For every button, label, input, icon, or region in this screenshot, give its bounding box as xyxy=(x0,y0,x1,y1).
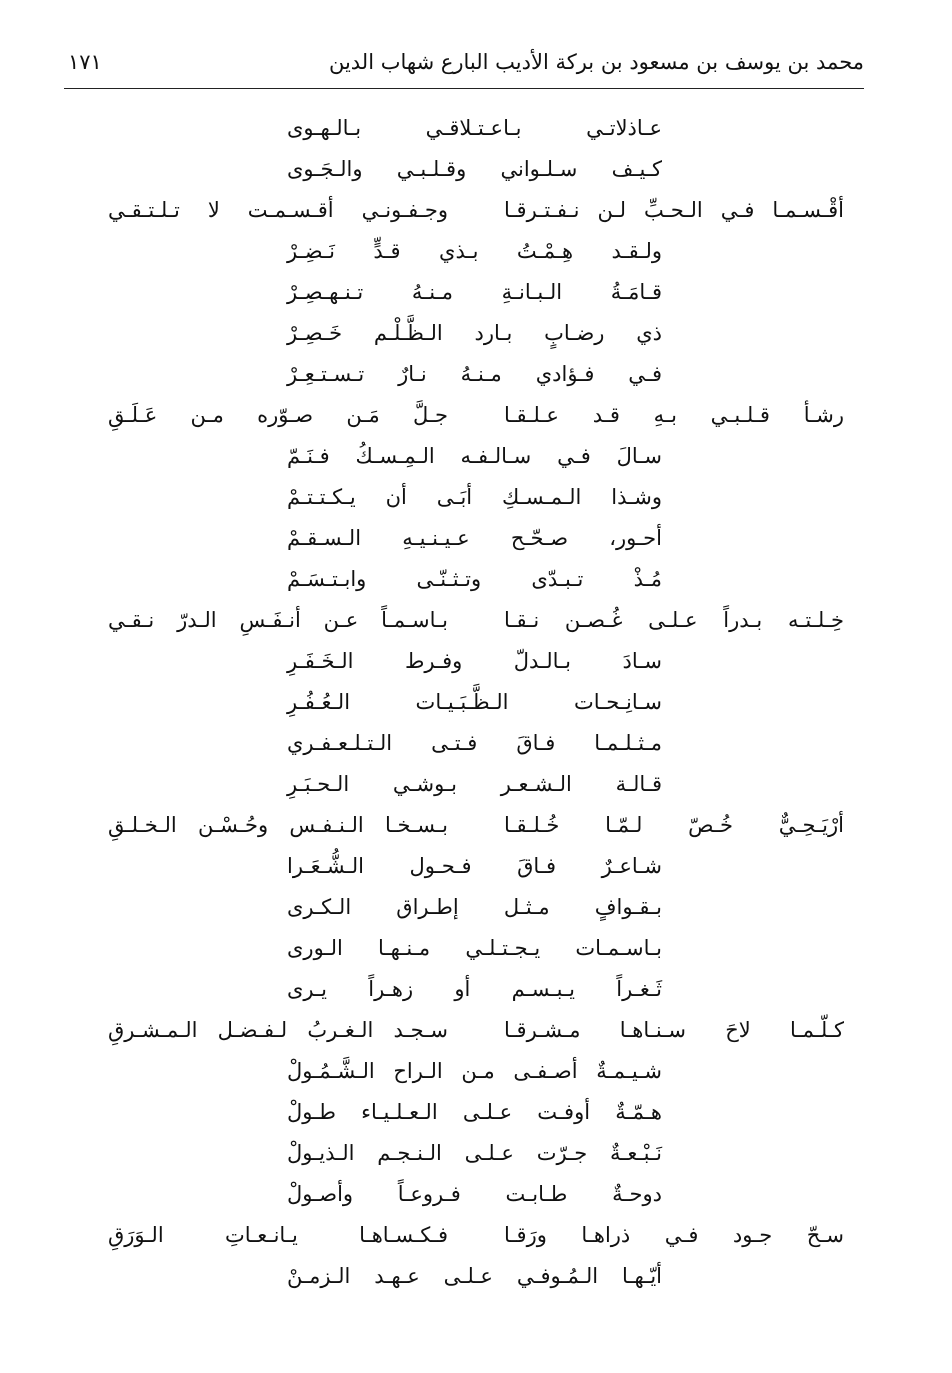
verse-text: شـاعـرٌ فـاقَ فـحـول الـشُّـعَـرا xyxy=(287,854,662,878)
poem-line xyxy=(0,805,952,846)
verse-text: سـالَ فـي سـالـفـه الـمِـسـكُ فـنَـمّ xyxy=(287,444,662,468)
poem-line xyxy=(0,600,952,641)
verse-first-hemistich: أرْيَـحِـيٌّ خُـصّ لـمّـا خُـلـقـا xyxy=(504,813,844,837)
verse-second-hemistich: بـسـخـا الـنـفـس وحُـسْـن الـخـلـقِ xyxy=(108,813,448,837)
poem-line xyxy=(0,149,952,190)
poem-line xyxy=(0,395,952,436)
verse-text: سـادَ بـالـدلّ وفـرط الـخَـفَـرِ xyxy=(287,649,662,673)
verse-second-hemistich: جـلَّ مَـن صـوّره مـن عَـلَـقِ xyxy=(108,403,448,427)
poem-body xyxy=(0,108,952,1297)
verse-text: نَـبْـعـةٌ جـرّت عـلـى الـنـجـم الـذيـولْ xyxy=(287,1141,662,1165)
verse-text: مُـذْ تـبـدّى وتـثـنّـى وابـتـسَـمْ xyxy=(287,567,662,591)
poem-line xyxy=(0,928,952,969)
poem-line xyxy=(0,682,952,723)
verse-first-hemistich: سـحّ جـود فـي ذراهـا ورَقـا xyxy=(504,1223,844,1247)
poem-line xyxy=(0,272,952,313)
poem-line xyxy=(0,1051,952,1092)
verse-text: قـالـة الـشـعـر بـوشـي الـحـبَـرِ xyxy=(287,772,662,796)
verse-first-hemistich: رشـأ قـلـبـي بـهِ قـد عـلـقـا xyxy=(504,403,844,427)
poem-line xyxy=(0,1215,952,1256)
poem-line xyxy=(0,354,952,395)
verse-text: بـقـوافٍ مـثـل إطـراق الـكـرى xyxy=(287,895,662,919)
page-number: ١٧١ xyxy=(68,50,102,74)
verse-text: قـامَـةُ الـبـانـةِ مـنـهُ تـنـهـصِـرْ xyxy=(287,280,662,304)
verse-text: كـيـف سـلـواني وقـلـبـي والـجَـوى xyxy=(287,157,662,181)
verse-second-hemistich: فـكـسـاهـا يـانـعـاتِ الـوَرَقِ xyxy=(108,1223,448,1247)
poem-line xyxy=(0,1256,952,1297)
verse-text: وشـذا الـمـسـكِ أبَـى أن يـكـتـتـمْ xyxy=(287,485,662,509)
verse-text: هـمّـةٌ أوفـت عـلـى الـعـلـيـاء طـولْ xyxy=(287,1100,662,1124)
poem-line xyxy=(0,723,952,764)
header-divider xyxy=(64,88,864,89)
poem-line xyxy=(0,477,952,518)
verse-first-hemistich: خِـلـتـه بـدراً عـلـى غُـصـن نـقـا xyxy=(504,608,844,632)
verse-text: ثَـغـراً يـبـسـم أو زهـراً يـرى xyxy=(287,977,662,1001)
poem-line xyxy=(0,190,952,231)
poem-line xyxy=(0,1174,952,1215)
poem-line xyxy=(0,518,952,559)
verse-text: أحـور، صـحّـح عـيـنـيـهِ الـسـقـمْ xyxy=(287,526,662,550)
poem-line xyxy=(0,1133,952,1174)
poem-line xyxy=(0,108,952,149)
poem-line xyxy=(0,313,952,354)
verse-text: ذي رضـابٍ بـارد الـظَّـلْـم خَـصِـرْ xyxy=(287,321,662,345)
verse-second-hemistich: وجـفـونـي أقـسـمـت لا تـلـتـقـي xyxy=(108,198,448,222)
verse-second-hemistich: بـاسـمـاً عـن أنـفَـسِ الـدرّ نـقـي xyxy=(108,608,448,632)
poem-line xyxy=(0,1092,952,1133)
poem-line xyxy=(0,641,952,682)
verse-text: مـثـلـمـا فـاقَ فـتـى الـتـلـعـفـري xyxy=(287,731,662,755)
poem-line xyxy=(0,1010,952,1051)
verse-first-hemistich: كـلّـمـا لاحَ سـنـاهـا مـشـرقـا xyxy=(504,1018,844,1042)
poem-line xyxy=(0,887,952,928)
verse-text: فـي فـؤادي مـنـهُ نـارٌ تـسـتـعِـرْ xyxy=(287,362,662,386)
verse-text: عـاذلاتـي بـاعـتـلاقـي بـالـهـوى xyxy=(287,116,662,140)
poem-line xyxy=(0,846,952,887)
poem-line xyxy=(0,231,952,272)
poem-line xyxy=(0,969,952,1010)
verse-text: سـانِـحـات الـظَّـبَـيـات الـعُـفُـرِ xyxy=(287,690,662,714)
verse-text: بـاسـمـات يـجـتـلـي مـنـهـا الـورى xyxy=(287,936,662,960)
poem-line xyxy=(0,559,952,600)
verse-second-hemistich: سـجـد الـغـربُ لـفـضـل الـمـشـرقِ xyxy=(108,1018,448,1042)
verse-text: أيّـهـا الـمُـوفـي عـلـى عـهـد الـزمـنْ xyxy=(287,1264,662,1288)
verse-text: ولـقـد هِـمْـتُ بـذي قـدٍّ نَـضِـرْ xyxy=(287,239,662,263)
running-header-title: محمد بن يوسف بن مسعود بن بركة الأديب البارع شهاب الدين xyxy=(328,50,864,74)
poem-line xyxy=(0,764,952,805)
verse-text: شـيـمـةٌ أصـفـى مـن الـراح الـشَّـمُـولْ xyxy=(287,1059,662,1083)
verse-text: دوحـةٌ طـابـت فـروعـاً وأصـولْ xyxy=(287,1182,662,1206)
poem-line xyxy=(0,436,952,477)
verse-first-hemistich: أقْـسـمـا فـي الـحـبِّ لـن نـفـتـرقـا xyxy=(504,198,844,222)
